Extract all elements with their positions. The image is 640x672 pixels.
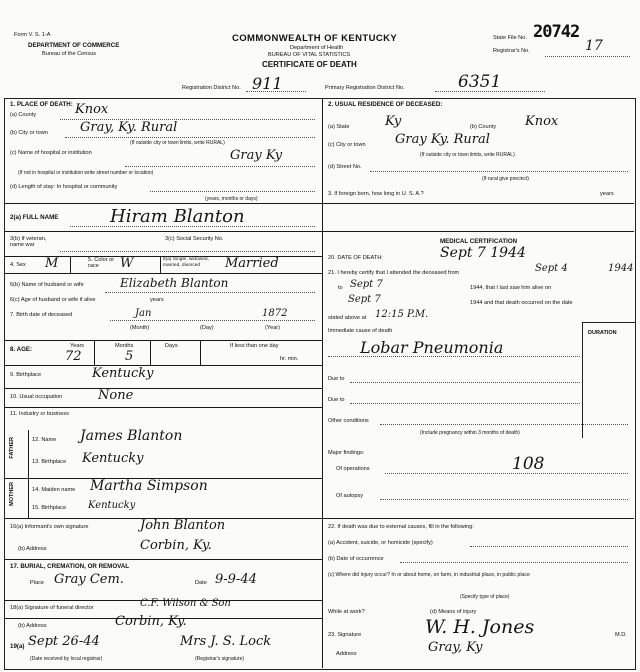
funeral-director-value: C.F. Wilson & Son bbox=[140, 598, 231, 609]
md-caption: M.D. bbox=[615, 632, 627, 638]
occurrence-label: (b) Date of occurrence bbox=[328, 556, 384, 562]
means-label: (d) Means of injury bbox=[430, 609, 477, 615]
dept-commerce: DEPARTMENT OF COMMERCE bbox=[28, 42, 120, 49]
major-findings-label: Major findings: bbox=[328, 450, 365, 456]
stay-label: (d) Length of stay: In hospital or community bbox=[10, 184, 118, 190]
birth-month: Jan bbox=[135, 308, 152, 319]
res-city-label: (c) City or town bbox=[328, 142, 366, 148]
month-caption: (Month) bbox=[130, 325, 150, 331]
months-caption: Months bbox=[115, 343, 134, 349]
county-label: (a) County bbox=[10, 112, 37, 118]
filed-note: (Date received by local registrar) bbox=[30, 656, 103, 662]
mother-name-label: 14. Maiden name bbox=[32, 487, 76, 493]
attend-to-value: Sept 7 bbox=[350, 279, 383, 290]
state-file-number: 20742 bbox=[533, 22, 580, 42]
burial-date-caption: Date bbox=[195, 580, 207, 586]
father-birthplace-label: 13. Birthplace bbox=[32, 459, 67, 465]
spouse-age-label: 6(c) Age of husband or wife if alive bbox=[10, 297, 96, 303]
informant-label: 16(a) Informant's own signature bbox=[10, 524, 89, 530]
duration-box bbox=[582, 322, 635, 438]
cause-label: Immediate cause of death bbox=[328, 328, 393, 334]
father-name-label: 12. Name bbox=[32, 437, 57, 443]
registrar-no: 17 bbox=[585, 38, 603, 54]
registrar-no-label: Registrar's No. bbox=[493, 48, 530, 54]
form-number: Form V. S. 1-A bbox=[14, 32, 51, 38]
industry-label: 11. Industry or business bbox=[10, 411, 69, 417]
cause-value: Lobar Pneumonia bbox=[360, 338, 504, 357]
days-caption: Days bbox=[165, 343, 178, 349]
full-name-value: Hiram Blanton bbox=[110, 206, 245, 227]
physician-address-label: Address bbox=[336, 651, 357, 657]
at-work-label: While at work? bbox=[328, 609, 365, 615]
to-caption: to bbox=[338, 285, 343, 291]
operations-label: Of operations bbox=[336, 466, 370, 472]
informant-address-label: (b) Address bbox=[18, 546, 47, 552]
death-date-value: Sept 7 1944 bbox=[440, 245, 526, 261]
other-conditions-label: Other conditions bbox=[328, 418, 369, 424]
bureau-vital: BUREAU OF VITAL STATISTICS bbox=[268, 52, 351, 58]
father-side-label: FATHER bbox=[9, 437, 15, 459]
birthplace-value: Kentucky bbox=[92, 366, 154, 381]
marital-label: 6(a) Single, widowed, married, divorced bbox=[163, 257, 209, 268]
color-value: W bbox=[120, 256, 134, 271]
years-caption: Years bbox=[70, 343, 85, 349]
father-birthplace-value: Kentucky bbox=[82, 451, 144, 466]
due-to-2: Due to bbox=[328, 397, 345, 403]
time-value: 12:15 P.M. bbox=[375, 309, 429, 320]
informant-value: John Blanton bbox=[140, 518, 226, 533]
reg-district-number: 911 bbox=[252, 74, 283, 93]
day-caption: (Day) bbox=[200, 325, 214, 331]
res-county-label: (b) County bbox=[470, 124, 497, 130]
stated-above-caption: stated above at bbox=[328, 315, 367, 321]
sex-label: 4. Sex bbox=[10, 262, 26, 268]
ssn-label: 3(c) Social Security No. bbox=[165, 236, 224, 242]
dept-health: Department of Health bbox=[290, 45, 344, 51]
hr-min-caption: hr. min. bbox=[280, 356, 299, 362]
mother-birthplace-label: 15. Birthplace bbox=[32, 505, 67, 511]
under-day-caption: If less than one day bbox=[230, 343, 279, 349]
certificate-title: CERTIFICATE OF DEATH bbox=[262, 60, 357, 69]
birthplace-label: 9. Birthplace bbox=[10, 372, 42, 378]
registrar-note: (Registrar's signature) bbox=[195, 656, 245, 662]
occupation-value: None bbox=[98, 388, 134, 403]
res-county-value: Knox bbox=[525, 114, 559, 129]
sex-value: M bbox=[45, 256, 59, 271]
reg-district-label: Registration District No. bbox=[182, 85, 241, 91]
due-to-1: Due to bbox=[328, 376, 345, 382]
operations-value: 108 bbox=[512, 454, 545, 474]
specify-note: (Specify type of place) bbox=[460, 594, 510, 600]
city-note: (If outside city or town limits, write RURAL) bbox=[130, 140, 225, 146]
burial-place-caption: Place bbox=[30, 580, 44, 586]
birth-year: 1872 bbox=[262, 308, 288, 319]
res-city-note: (If outside city or town limits, write RURAL) bbox=[420, 152, 515, 158]
res-city-value: Gray Ky. Rural bbox=[395, 132, 490, 147]
director-address-label: (b) Address bbox=[18, 623, 47, 629]
age-years: 72 bbox=[65, 349, 82, 364]
color-label: 5. Color or race bbox=[88, 257, 115, 269]
director-address-value: Corbin, Ky. bbox=[115, 614, 187, 629]
primary-district-number: 6351 bbox=[458, 72, 502, 92]
accident-label: (a) Accident, suicide, or homicide (specify) bbox=[328, 540, 433, 546]
birth-date-label: 7. Birth date of deceased bbox=[10, 312, 73, 318]
hospital-note: (If not in hospital or institution write street number or location) bbox=[18, 170, 154, 176]
rural-note: (If rural give precinct) bbox=[482, 176, 529, 182]
age-label: 8. AGE: bbox=[10, 346, 33, 353]
physician-signature: W. H. Jones bbox=[425, 616, 535, 638]
foreign-years: years bbox=[600, 191, 614, 197]
marital-value: Married bbox=[225, 256, 279, 271]
city-label: (b) City or town bbox=[10, 130, 48, 136]
age-months: 5 bbox=[125, 349, 134, 364]
county-value: Knox bbox=[75, 102, 109, 117]
physician-address-value: Gray, Ky bbox=[428, 640, 483, 655]
burial-place-value: Gray Cem. bbox=[54, 572, 124, 587]
bureau-census: Bureau of the Census bbox=[42, 51, 97, 57]
spouse-label: 6(b) Name of husband or wife bbox=[10, 282, 84, 288]
where-label: (c) Where did injury occur? In or about home, on farm, in industrial place, in public place bbox=[328, 572, 530, 578]
hospital-label: (c) Name of hospital or institution bbox=[10, 150, 92, 156]
autopsy-label: Of autopsy bbox=[336, 493, 364, 499]
attend-year: 1944 bbox=[608, 263, 634, 274]
mother-birthplace-value: Kentucky bbox=[88, 500, 136, 511]
signature-label: 23. Signature bbox=[328, 632, 362, 638]
place-of-death-label: 1. PLACE OF DEATH: bbox=[10, 101, 73, 108]
hospital-value: Gray Ky bbox=[230, 148, 283, 163]
burial-label: 17. BURIAL, CREMATION, OR REMOVAL bbox=[10, 563, 130, 570]
last-date-value: Sept 7 bbox=[348, 294, 381, 305]
filed-date-value: Sept 26-44 bbox=[28, 634, 100, 649]
state-file-label: State File No. bbox=[493, 35, 527, 41]
commonwealth-title: COMMONWEALTH OF KENTUCKY bbox=[232, 33, 398, 44]
burial-date-value: 9-9-44 bbox=[215, 572, 257, 587]
year-caption: (Year) bbox=[265, 325, 281, 331]
last-saw-caption: 1944, that I last saw him alive on bbox=[470, 285, 552, 291]
informant-address-value: Corbin, Ky. bbox=[140, 538, 212, 553]
father-name-value: James Blanton bbox=[80, 428, 183, 444]
street-label: (d) Street No. bbox=[328, 164, 362, 170]
death-occurred-caption: 1944 and that death occurred on the date bbox=[470, 300, 573, 306]
filed-label: 19(a) bbox=[10, 643, 25, 650]
pregnancy-note: (Include pregnancy within 3 months of death) bbox=[420, 430, 520, 436]
state-label: (a) State bbox=[328, 124, 350, 130]
residence-label: 2. USUAL RESIDENCE OF DECEASED: bbox=[328, 101, 443, 108]
registrar-signature: Mrs J. S. Lock bbox=[180, 634, 272, 649]
foreign-label: 3. If foreign born, how long in U. S. A.? bbox=[328, 191, 424, 197]
medical-certification-title: MEDICAL CERTIFICATION bbox=[440, 238, 518, 245]
primary-district-label: Primary Registration District No. bbox=[325, 85, 405, 91]
state-value: Ky bbox=[385, 114, 402, 129]
duration-label: DURATION bbox=[588, 330, 617, 336]
attend-label: 21. I hereby certify that I attended the deceased from bbox=[328, 270, 460, 276]
city-value: Gray, Ky. Rural bbox=[80, 120, 178, 135]
spouse-age-unit: years bbox=[150, 297, 164, 303]
funeral-director-label: 18(a) Signature of funeral director bbox=[10, 605, 94, 611]
death-date-label: 20. DATE OF DEATH: bbox=[328, 255, 383, 261]
center-divider bbox=[322, 98, 323, 668]
external-label: 22. If death was due to external causes, fill in the following: bbox=[328, 524, 474, 530]
full-name-label: 2(a) FULL NAME bbox=[10, 214, 59, 221]
attend-from-value: Sept 4 bbox=[535, 263, 568, 274]
occupation-label: 10. Usual occupation bbox=[10, 394, 63, 400]
veteran-label: 3(b) If veteran, name war bbox=[10, 236, 47, 248]
stay-note: (years, months or days) bbox=[205, 196, 258, 202]
spouse-value: Elizabeth Blanton bbox=[120, 276, 229, 290]
mother-name-value: Martha Simpson bbox=[90, 478, 208, 494]
mother-side-label: MOTHER bbox=[9, 482, 15, 506]
